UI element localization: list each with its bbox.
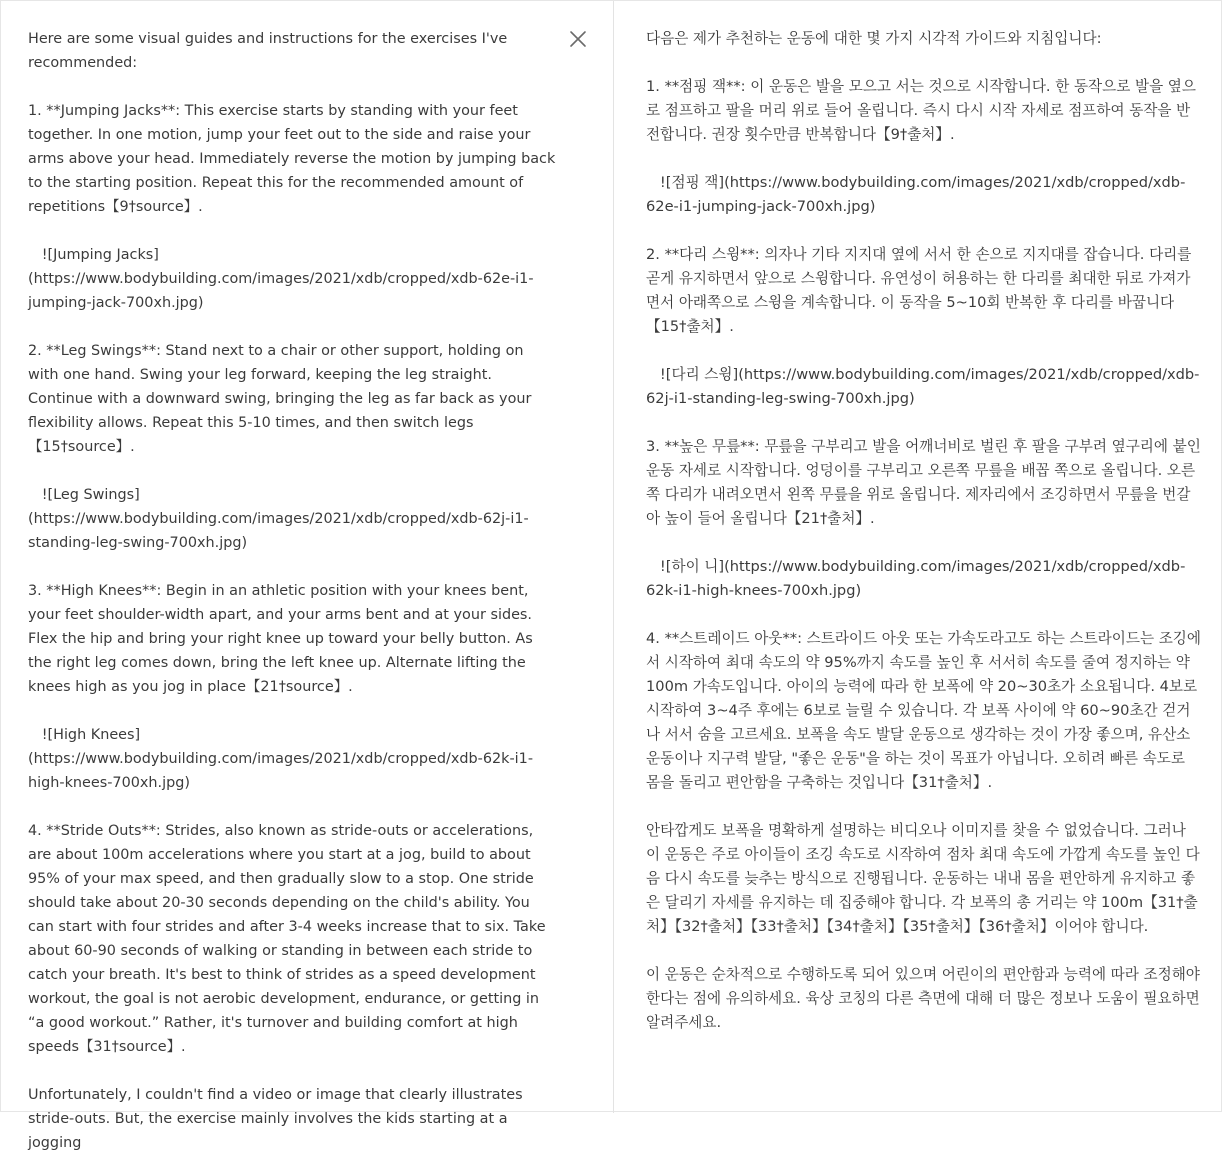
translated-text-pane [646, 27, 1202, 1111]
pane-divider [613, 1, 614, 1113]
close-button[interactable] [565, 26, 591, 52]
original-text-pane [28, 27, 558, 1151]
close-icon [569, 30, 587, 48]
original-text: Here are some visual guides and instructions for the exercises I've recommended: 1. **Jumping Jacks**: This exercise starts by standing with your feet together. In one motion, jump your feet out to the side and raise your arms above your head. Immediately reverse the motion by jumping back to the starting position. Repeat this for the recommended amount of repetitions【9†source】. ![Jumping Jacks](https://www.bodybuilding.com/images/2021/xdb/cropped/xdb-62e-i1-jumping-jack-700xh.jpg) 2. **Leg Swings**: Stand next to a chair or other support, holding on with one hand. Swing your leg forward, keeping the leg straight. Continue with a downward swing, bringing the leg as far back as your flexibility allows. Repeat this 5-10 times, and then switch legs【15†source】. ![Leg Swings](https://www.bodybuilding.com/images/2021/xdb/cropped/xdb-62j-i1-standing-leg-swing-700xh.jpg) 3. **High Knees**: Begin in an athletic position with your knees bent, your feet shoulder-width apart, and your arms bent and at your sides. Flex the hip and bring your right knee up toward your belly button. As the right leg comes down, bring the left knee up. Alternate lifting the knees high as you jog in place【21†source】. ![High Knees](https://www.bodybuilding.com/images/2021/xdb/cropped/xdb-62k-i1-high-knees-700xh.jpg) 4. **Stride Outs**: Strides, also known as stride-outs or accelerations, are about 100m accelerations where you start at a jog, build to about 95% of your max speed, and then gradually slow to a stop. One stride should take about 20-30 seconds depending on the child's ability. You can start with four strides and after 3-4 weeks increase that to six. Take about 60-90 seconds of walking or standing in between each stride to catch your breath. It's best to think of strides as a speed development workout, the goal is not aerobic development, endurance, or getting in “a good workout.” Rather, it's turnover and building comfort at high speeds【31†source】. Unfortunately, I couldn't find a video or image that clearly illustrates stride-outs. But, the exercise mainly involves the kids starting at a jogging [28, 31, 556, 1151]
translated-text: 다음은 제가 추천하는 운동에 대한 몇 가지 시각적 가이드와 지침입니다: 1. **점핑 잭**: 이 운동은 발을 모으고 서는 것으로 시작합니다. 한 동작으로 발을 옆으로 점프하고 팔을 머리 위로 들어 올립니다. 즉시 다시 시작 자세로 점프하여 동작을 반전합니다. 권장 횟수만큼 반복합니다【9†출처】. ![점핑 잭](https://www.bodybuilding.com/images/2021/xdb/cropped/xdb-62e-i1-jumping-jack-700xh.jpg) 2. **다리 스윙**: 의자나 기타 지지대 옆에 서서 한 손으로 지지대를 잡습니다. 다리를 곧게 유지하면서 앞으로 스윙합니다. 유연성이 허용하는 한 다리를 최대한 뒤로 가져가면서 아래쪽으로 스윙을 계속합니다. 이 동작을 5~10회 반복한 후 다리를 바꿉니다【15†출처】. ![다리 스윙](https://www.bodybuilding.com/images/2021/xdb/cropped/xdb-62j-i1-standing-leg-swing-700xh.jpg) 3. **높은 무릎**: 무릎을 구부리고 발을 어깨너비로 벌린 후 팔을 구부려 옆구리에 붙인 운동 자세로 시작합니다. 엉덩이를 구부리고 오른쪽 무릎을 배꼽 쪽으로 올립니다. 오른쪽 다리가 내려오면서 왼쪽 무릎을 위로 올립니다. 제자리에서 조깅하면서 무릎을 번갈아 높이 들어 올립니다【21†출처】. ![하이 니](https://www.bodybuilding.com/images/2021/xdb/cropped/xdb-62k-i1-high-knees-700xh.jpg) 4. **스트레이드 아웃**: 스트라이드 아웃 또는 가속도라고도 하는 스트라이드는 조깅에서 시작하여 최대 속도의 약 95%까지 속도를 높인 후 서서히 속도를 줄여 정지하는 약 100m 가속도입니다. 아이의 능력에 따라 한 보폭에 약 20~30초가 소요됩니다. 4보로 시작하여 3~4주 후에는 6보로 늘릴 수 있습니다. 각 보폭 사이에 약 60~90초간 걷거나 서서 숨을 고르세요. 보폭을 속도 발달 운동으로 생각하는 것이 가장 좋으며, 유산소 운동이나 지구력 발달, "좋은 운동"을 하는 것이 목표가 아닙니다. 오히려 빠른 속도로 몸을 돌리고 편안함을 구축하는 것입니다【31†출처】. 안타깝게도 보폭을 명확하게 설명하는 비디오나 이미지를 찾을 수 없었습니다. 그러나 이 운동은 주로 아이들이 조깅 속도로 시작하여 점차 최대 속도에 가깝게 속도를 높인 다음 다시 속도를 늦추는 방식으로 진행됩니다. 운동하는 내내 몸을 편안하게 유지하고 좋은 달리기 자세를 유지하는 데 집중해야 합니다. 각 보폭의 총 거리는 약 100m【31†출처】【32†출처】【33†출처】【34†출처】【35†출처】【36†출처】이어야 합니다. 이 운동은 순차적으로 수행하도록 되어 있으며 어린이의 편안함과 능력에 따라 조정해야 한다는 점에 유의하세요. 육상 코칭의 다른 측면에 대해 더 많은 정보나 도움이 필요하면 알려주세요. [646, 30, 1202, 1031]
